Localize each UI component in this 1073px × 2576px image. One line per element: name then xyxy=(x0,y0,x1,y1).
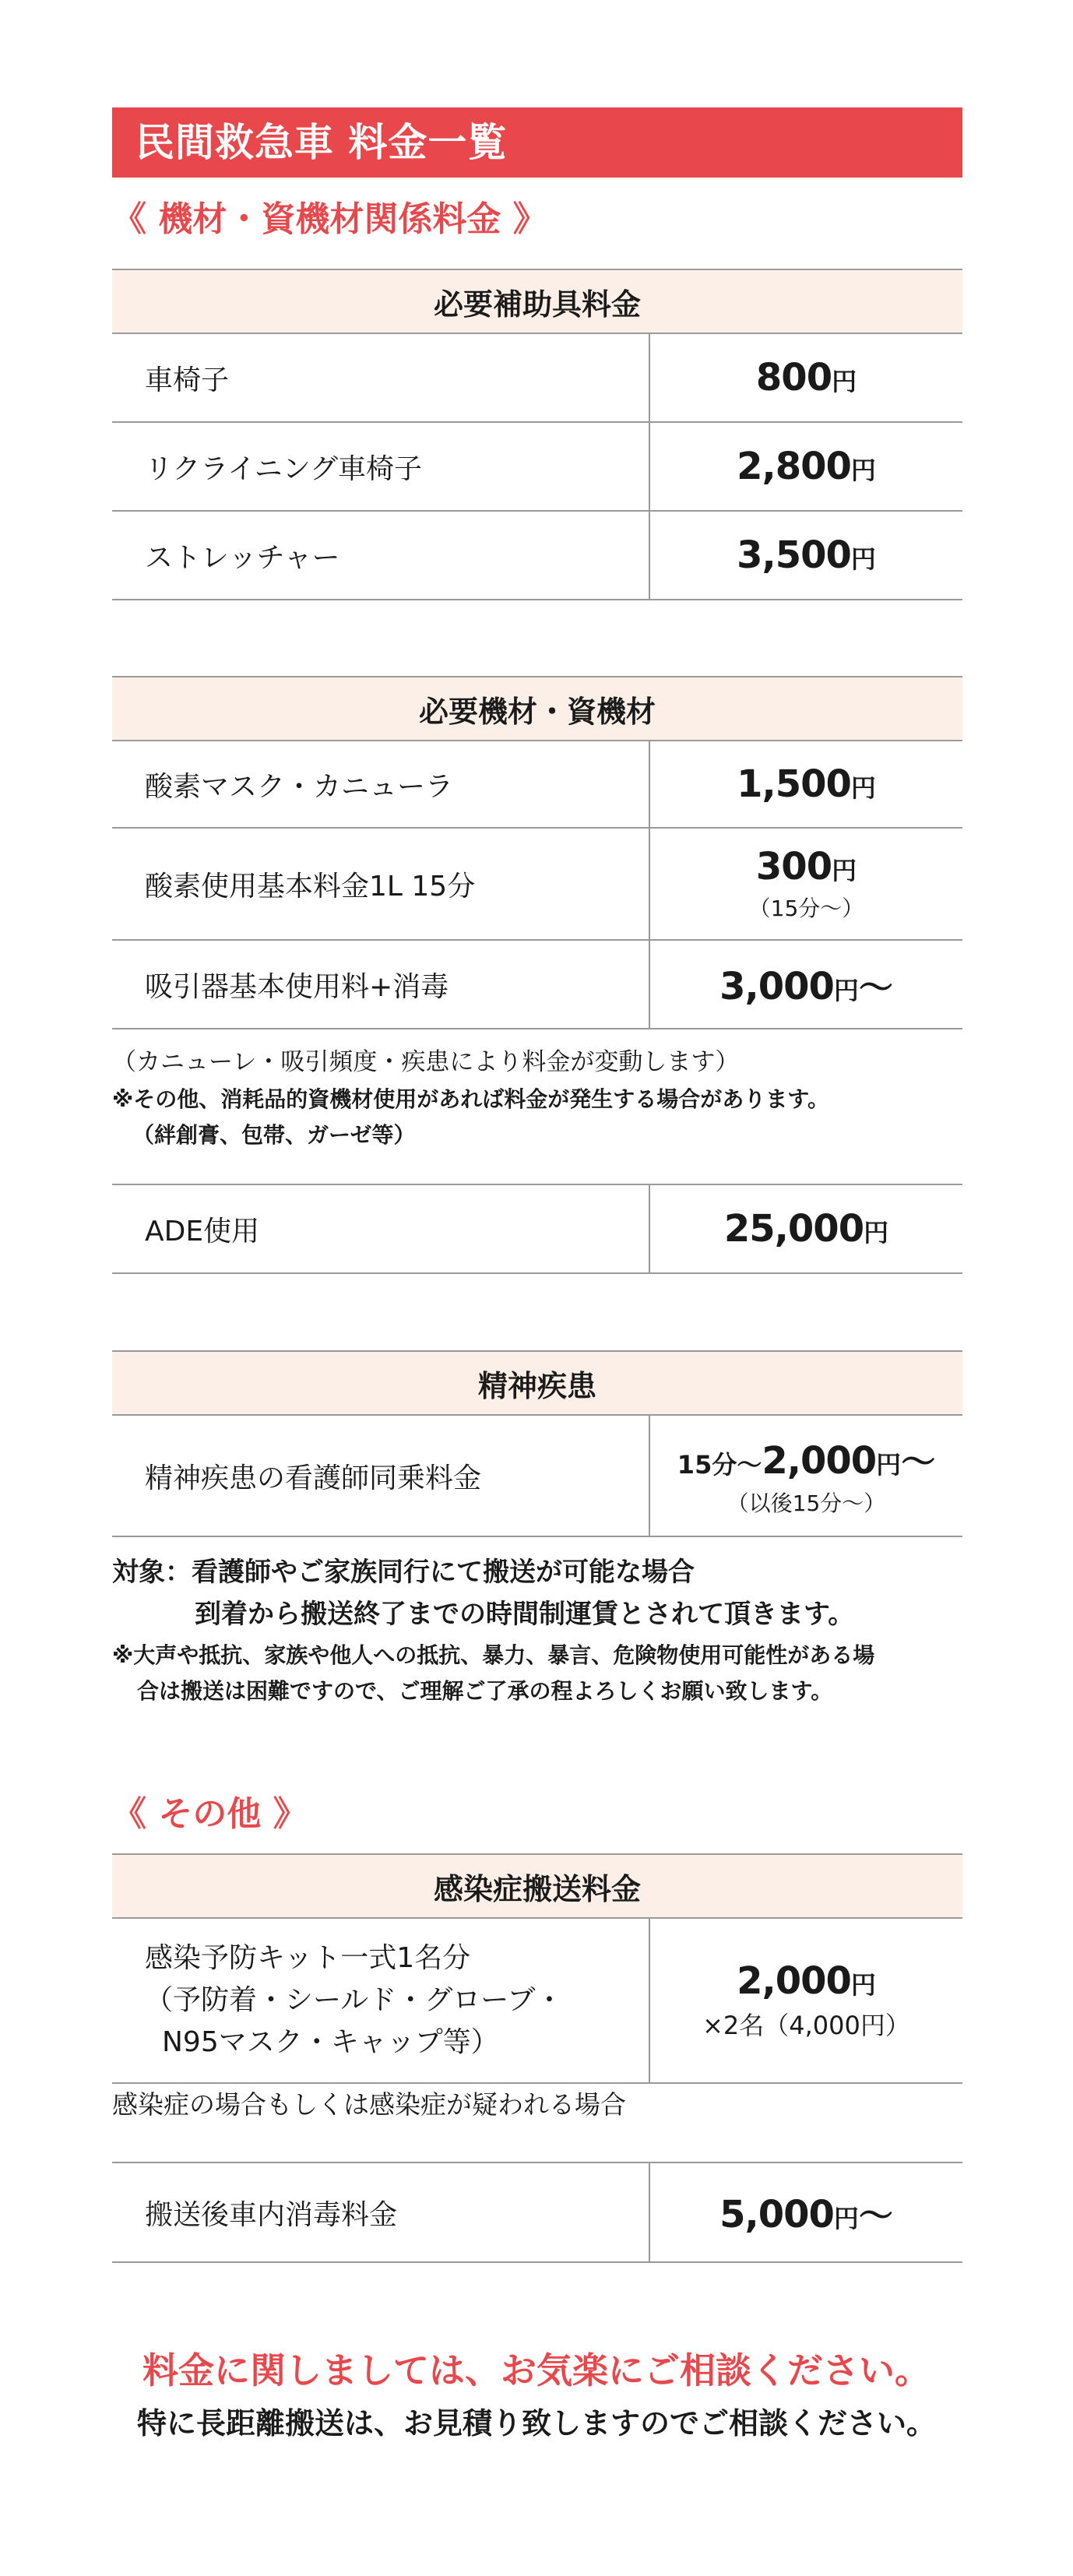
row-price: 1,500円 xyxy=(649,741,962,828)
section-title-other: 《 その他 》 xyxy=(112,1794,308,1834)
row-label: 酸素マスク・カニューラ xyxy=(112,741,649,828)
note-cannula: （カニューレ・吸引頻度・疾患により料金が変動します） xyxy=(112,1048,740,1076)
row-price: 2,800円 xyxy=(649,422,962,511)
row-price: 25,000円 xyxy=(649,1184,962,1273)
row-label: 精神疾患の看護師同乗料金 xyxy=(112,1415,649,1536)
infection-table xyxy=(112,1853,962,2084)
row-price: 3,500円 xyxy=(649,511,962,600)
disinfection-table xyxy=(112,2162,962,2263)
table-header: 精神疾患 xyxy=(112,1351,962,1415)
row-label: リクライニング車椅子 xyxy=(112,422,649,511)
row-label: 酸素使用基本料金1L 15分 xyxy=(112,828,649,940)
table-header: 必要補助具料金 xyxy=(112,269,962,333)
table-row xyxy=(112,741,962,828)
assistive-equipment-table xyxy=(112,269,962,600)
mental-illness-table xyxy=(112,1350,962,1537)
note-caution-cont: 合は搬送は困難ですので、ご理解ご了承の程よろしくお願い致します。 xyxy=(137,1678,833,1704)
table-row xyxy=(112,1415,962,1536)
row-price: 15分〜2,000円〜 （以後15分〜） xyxy=(649,1415,962,1536)
note-consumables: ※その他、消耗品的資機材使用があれば料金が発生する場合があります。 xyxy=(112,1086,829,1112)
table-row xyxy=(112,1918,962,2083)
table-header: 感染症搬送料金 xyxy=(112,1854,962,1918)
table-row xyxy=(112,511,962,600)
section-title-equipment: 《 機材・資機材関係料金 》 xyxy=(112,199,547,239)
table-header: 必要機材・資機材 xyxy=(112,677,962,741)
row-price: 800円 xyxy=(649,333,962,422)
table-row xyxy=(112,1184,962,1273)
table-row xyxy=(112,333,962,422)
note-consumables-examples: （絆創膏、包帯、ガーゼ等） xyxy=(132,1122,416,1148)
closing-estimate: 特に長距離搬送は、お見積り致しますのでご相談ください。 xyxy=(136,2406,936,2441)
row-price: 3,000円〜 xyxy=(649,940,962,1029)
ade-table xyxy=(112,1184,962,1274)
row-price: 300円 （15分〜） xyxy=(649,828,962,940)
note-infection: 感染症の場合もしくは感染症が疑われる場合 xyxy=(112,2089,626,2120)
row-label: ストレッチャー xyxy=(112,511,649,600)
table-row xyxy=(112,422,962,511)
table-row xyxy=(112,828,962,940)
note-target: 対象：看護師やご家族同行にて搬送が可能な場合 xyxy=(112,1557,695,1588)
row-label: 感染予防キット一式1名分 （予防着・シールド・グローブ・ N95マスク・キャップ等） xyxy=(112,1918,649,2083)
row-price: 2,000円 ×2名（4,000円） xyxy=(649,1918,962,2083)
table-row xyxy=(112,2163,962,2262)
row-label: 搬送後車内消毒料金 xyxy=(112,2163,649,2262)
note-caution: ※大声や抵抗、家族や他人への抵抗、暴力、暴言、危険物使用可能性がある場 xyxy=(112,1642,875,1668)
row-label: ADE使用 xyxy=(112,1184,649,1273)
row-label: 車椅子 xyxy=(112,333,649,422)
row-price: 5,000円〜 xyxy=(649,2163,962,2262)
equipment-materials-table xyxy=(112,676,962,1029)
page-title: 民間救急車 料金一覧 xyxy=(112,107,962,178)
table-row xyxy=(112,940,962,1029)
row-label: 吸引器基本使用料+消毒 xyxy=(112,940,649,1029)
note-time-fare: 到着から搬送終了までの時間制運賃とされて頂きます。 xyxy=(195,1599,855,1630)
closing-consult: 料金に関しましては、お気楽にご相談ください。 xyxy=(142,2349,931,2391)
